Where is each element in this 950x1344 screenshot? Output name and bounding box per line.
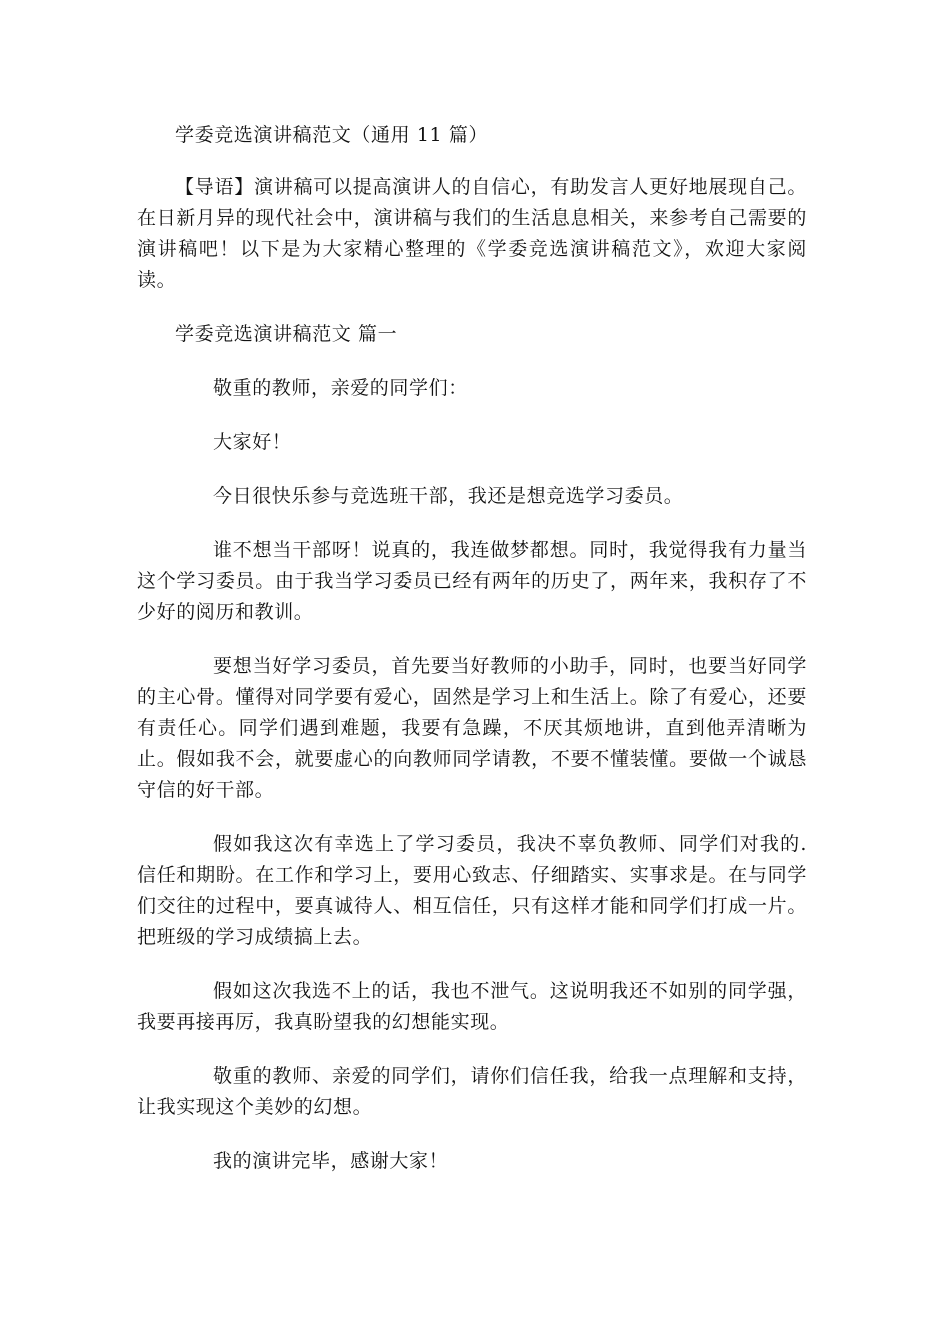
body-paragraph: 谁不想当干部呀！说真的，我连做梦都想。同时，我觉得我有力量当这个学习委员。由于我当学习委员已经有两年的历史了，两年来，我积存了不少好的阅历和教训。 [137, 539, 807, 623]
body-paragraph-greeting: 大家好！ [213, 431, 292, 453]
body-paragraph: 今日很快乐参与竞选班干部，我还是想竞选学习委员。 [213, 485, 684, 507]
document-page [137, 120, 807, 1200]
intro-paragraph: 【导语】演讲稿可以提高演讲人的自信心，有助发言人更好地展现自己。在日新月异的现代社会中，演讲稿与我们的生活息息相关，来参考自己需要的演讲稿吧！以下是为大家精心整理的《学委竞选演讲稿范文》，欢迎大家阅读。 [137, 176, 807, 291]
body-paragraph-salutation: 敬重的教师，亲爱的同学们： [213, 377, 468, 399]
body-paragraph-closing: 我的演讲完毕，感谢大家！ [213, 1150, 449, 1172]
body-paragraph: 要想当好学习委员，首先要当好教师的小助手，同时，也要当好同学的主心骨。懂得对同学要有爱心，固然是学习上和生活上。除了有爱心，还要有责任心。同学们遇到难题，我要有急躁，不厌其烦地讲，直到他弄清晰为止。假如我不会，就要虚心的向教师同学请教，不要不懂装懂。要做一个诚恳守信的好干部。 [137, 655, 807, 801]
section-title: 学委竞选演讲稿范文 篇一 [175, 323, 398, 345]
document-title: 学委竞选演讲稿范文（通用 11 篇） [175, 124, 489, 146]
body-paragraph: 假如这次我选不上的话，我也不泄气。这说明我还不如别的同学强，我要再接再厉，我真盼望我的幻想能实现。 [137, 980, 807, 1033]
body-paragraph: 敬重的教师、亲爱的同学们，请你们信任我，给我一点理解和支持，让我实现这个美妙的幻想。 [137, 1065, 807, 1118]
body-paragraph: 假如我这次有幸选上了学习委员，我决不辜负教师、同学们对我的. 信任和期盼。在工作和学习上，要用心致志、仔细踏实、实事求是。在与同学们交往的过程中，要真诚待人、相互信任，只有这样才能和同学们打成一片。把班级的学习成绩搞上去。 [137, 833, 807, 948]
